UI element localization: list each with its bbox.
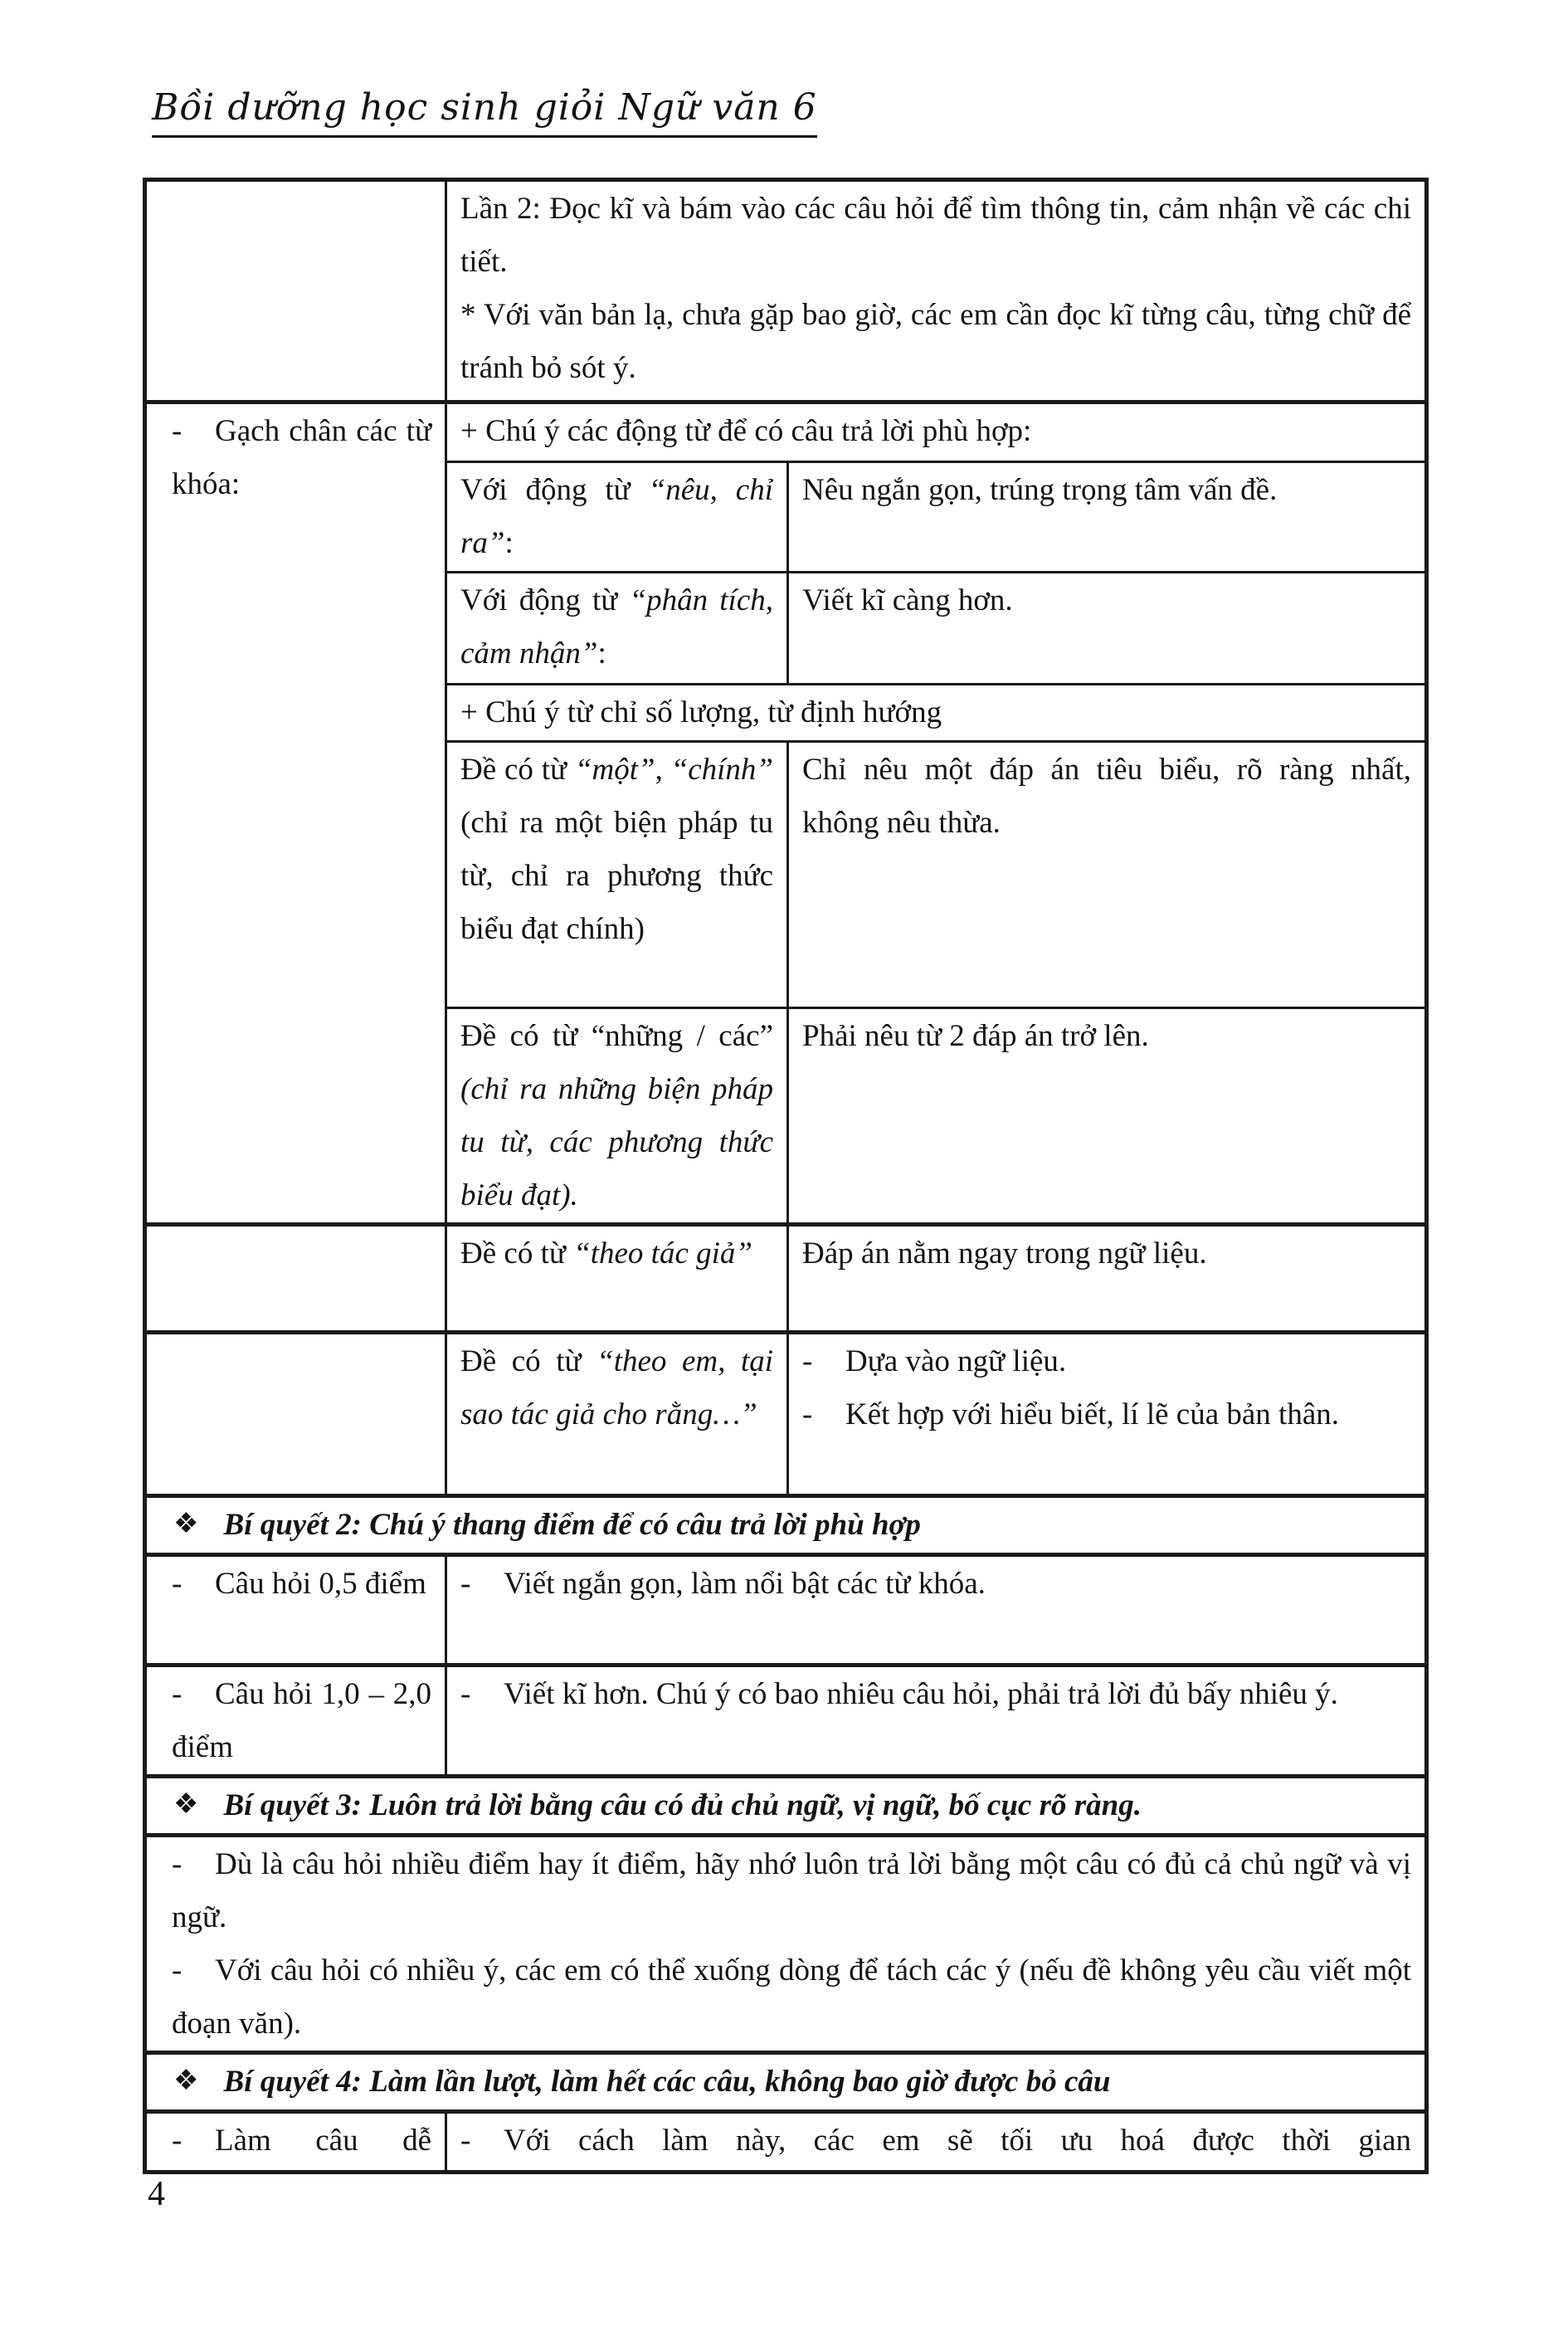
empty-cell (145, 1225, 446, 1333)
bullet-item: - Gạch chân các từ khóa: (172, 405, 431, 511)
keyword-cell (446, 742, 788, 1008)
keyword-cell (446, 573, 788, 685)
paragraph: Lần 2: Đọc kĩ và bám vào các câu hỏi để tìm thông tin, cảm nhận về các chi tiết. (460, 192, 1412, 279)
reading-pass2-cell (446, 180, 1427, 402)
dash-bullet: - (172, 1953, 183, 1987)
dash-bullet: - (802, 1344, 813, 1378)
page-number: 4 (148, 2175, 165, 2213)
keyword-text: Đề có từ “theo em, tại sao tác giả cho rằng…” (460, 1344, 774, 1431)
dash-bullet: - (172, 2124, 183, 2158)
table-row (145, 1836, 1427, 2053)
table-row (145, 2053, 1427, 2112)
answer-cell: Đáp án nằm ngay trong ngữ liệu. (788, 1225, 1427, 1333)
advice-cell (446, 1555, 1427, 1666)
dash-bullet: - (460, 1567, 471, 1601)
dash-bullet: - (802, 1397, 813, 1431)
table-row (145, 1555, 1427, 1666)
keyword-text: Đề có từ “theo tác giả” (460, 1236, 752, 1270)
table-row (145, 402, 1427, 462)
keyword-text: Đề có từ “những / các” (chỉ ra những biện pháp tu từ, các phương thức biểu đạt). (460, 1019, 773, 1212)
answer-cell: Phải nêu từ 2 đáp án trở lên. (788, 1008, 1427, 1225)
answer-cell: Viết kĩ càng hơn. (788, 573, 1427, 685)
keyword-cell (446, 1225, 788, 1333)
underline-keywords-cell (145, 402, 446, 1225)
keyword-text: Với động từ “nêu, chỉ ra”: (460, 473, 774, 560)
bullet-item: - Kết hợp với hiểu biết, lí lẽ của bản thân. (802, 1388, 1411, 1441)
secret-2-heading: ❖ Bí quyết 2: Chú ý thang điểm để có câu trả lời phù hợp (145, 1496, 1427, 1555)
empty-cell (145, 1333, 446, 1496)
bullet-item: - Viết ngắn gọn, làm nổi bật các từ khóa. (460, 1558, 1411, 1611)
bullet-item: - Dựa vào ngữ liệu. (802, 1335, 1411, 1388)
question-type-cell (145, 1555, 446, 1666)
keyword-text: Đề có từ “một”, “chính” (chỉ ra một biện pháp tu từ, chỉ ra phương thức biểu đạt chính) (460, 753, 774, 946)
table-row (145, 1225, 1427, 1333)
answer-cell (788, 1333, 1427, 1496)
table-row (145, 1496, 1427, 1555)
answer-cell: Chỉ nêu một đáp án tiêu biểu, rõ ràng nhất, không nêu thừa. (788, 742, 1427, 1008)
dash-bullet: - (172, 414, 183, 448)
keyword-cell (446, 462, 788, 573)
table-row (145, 1666, 1427, 1777)
tips-table (143, 178, 1429, 2174)
dash-bullet: - (172, 1847, 183, 1881)
bullet-item: - Làm câu dễ (172, 2114, 431, 2168)
dash-bullet: - (172, 1677, 183, 1711)
diamond-bullet-icon: ❖ (173, 2065, 199, 2096)
table-row (145, 1333, 1427, 1496)
question-type-cell (145, 1666, 446, 1777)
easy-question-cell (145, 2112, 446, 2173)
bullet-item: - Dù là câu hỏi nhiều điểm hay ít điểm, hãy nhớ luôn trả lời bằng một câu có đủ cả chủ ngữ và vị ngữ. (172, 1838, 1411, 1944)
bullet-item: - Viết kĩ hơn. Chú ý có bao nhiêu câu hỏi, phải trả lời đủ bấy nhiêu ý. (460, 1668, 1411, 1721)
secret-3-heading: ❖ Bí quyết 3: Luôn trả lời bằng câu có đủ chủ ngữ, vị ngữ, bố cục rõ ràng. (145, 1777, 1427, 1836)
table-row (145, 1777, 1427, 1836)
keyword-cell (446, 1008, 788, 1225)
empty-cell (145, 180, 446, 402)
dash-bullet: - (460, 2124, 471, 2158)
diamond-bullet-icon: ❖ (173, 1509, 199, 1539)
advice-cell (446, 1666, 1427, 1777)
bullet-item: - Với cách làm này, các em sẽ tối ưu hoá được thời gian (460, 2114, 1411, 2168)
paragraph: * Với văn bản lạ, chưa gặp bao giờ, các em cần đọc kĩ từng câu, từng chữ để tránh bỏ sót ý. (460, 298, 1412, 385)
dash-bullet: - (172, 1567, 183, 1601)
bullet-item: - Câu hỏi 0,5 điểm (172, 1558, 431, 1611)
page-header (152, 86, 817, 129)
bullet-item: - Câu hỏi 1,0 – 2,0 điểm (172, 1668, 431, 1774)
table-row (145, 180, 1427, 402)
header-title: Bồi dưỡng học sinh giỏi Ngữ văn 6 (152, 86, 817, 138)
table-row (145, 2112, 1427, 2173)
full-answer-note-cell (145, 1836, 1427, 2053)
keyword-text: Với động từ “phân tích, cảm nhận”: (460, 583, 774, 671)
verbs-note-cell: + Chú ý các động từ để có câu trả lời phù hợp: (446, 402, 1427, 462)
answer-cell: Nêu ngắn gọn, trúng trọng tâm vấn đề. (788, 462, 1427, 573)
secret-4-heading: ❖ Bí quyết 4: Làm lần lượt, làm hết các câu, không bao giờ được bỏ câu (145, 2053, 1427, 2112)
quantity-note-cell: + Chú ý từ chỉ số lượng, từ định hướng (446, 685, 1427, 742)
bullet-item: - Với câu hỏi có nhiều ý, các em có thể xuống dòng để tách các ý (nếu đề không yêu cầu viết một đoạn văn). (172, 1944, 1411, 2051)
keyword-cell (446, 1333, 788, 1496)
dash-bullet: - (460, 1677, 471, 1711)
diamond-bullet-icon: ❖ (173, 1789, 199, 1820)
advice-cell (446, 2112, 1427, 2173)
